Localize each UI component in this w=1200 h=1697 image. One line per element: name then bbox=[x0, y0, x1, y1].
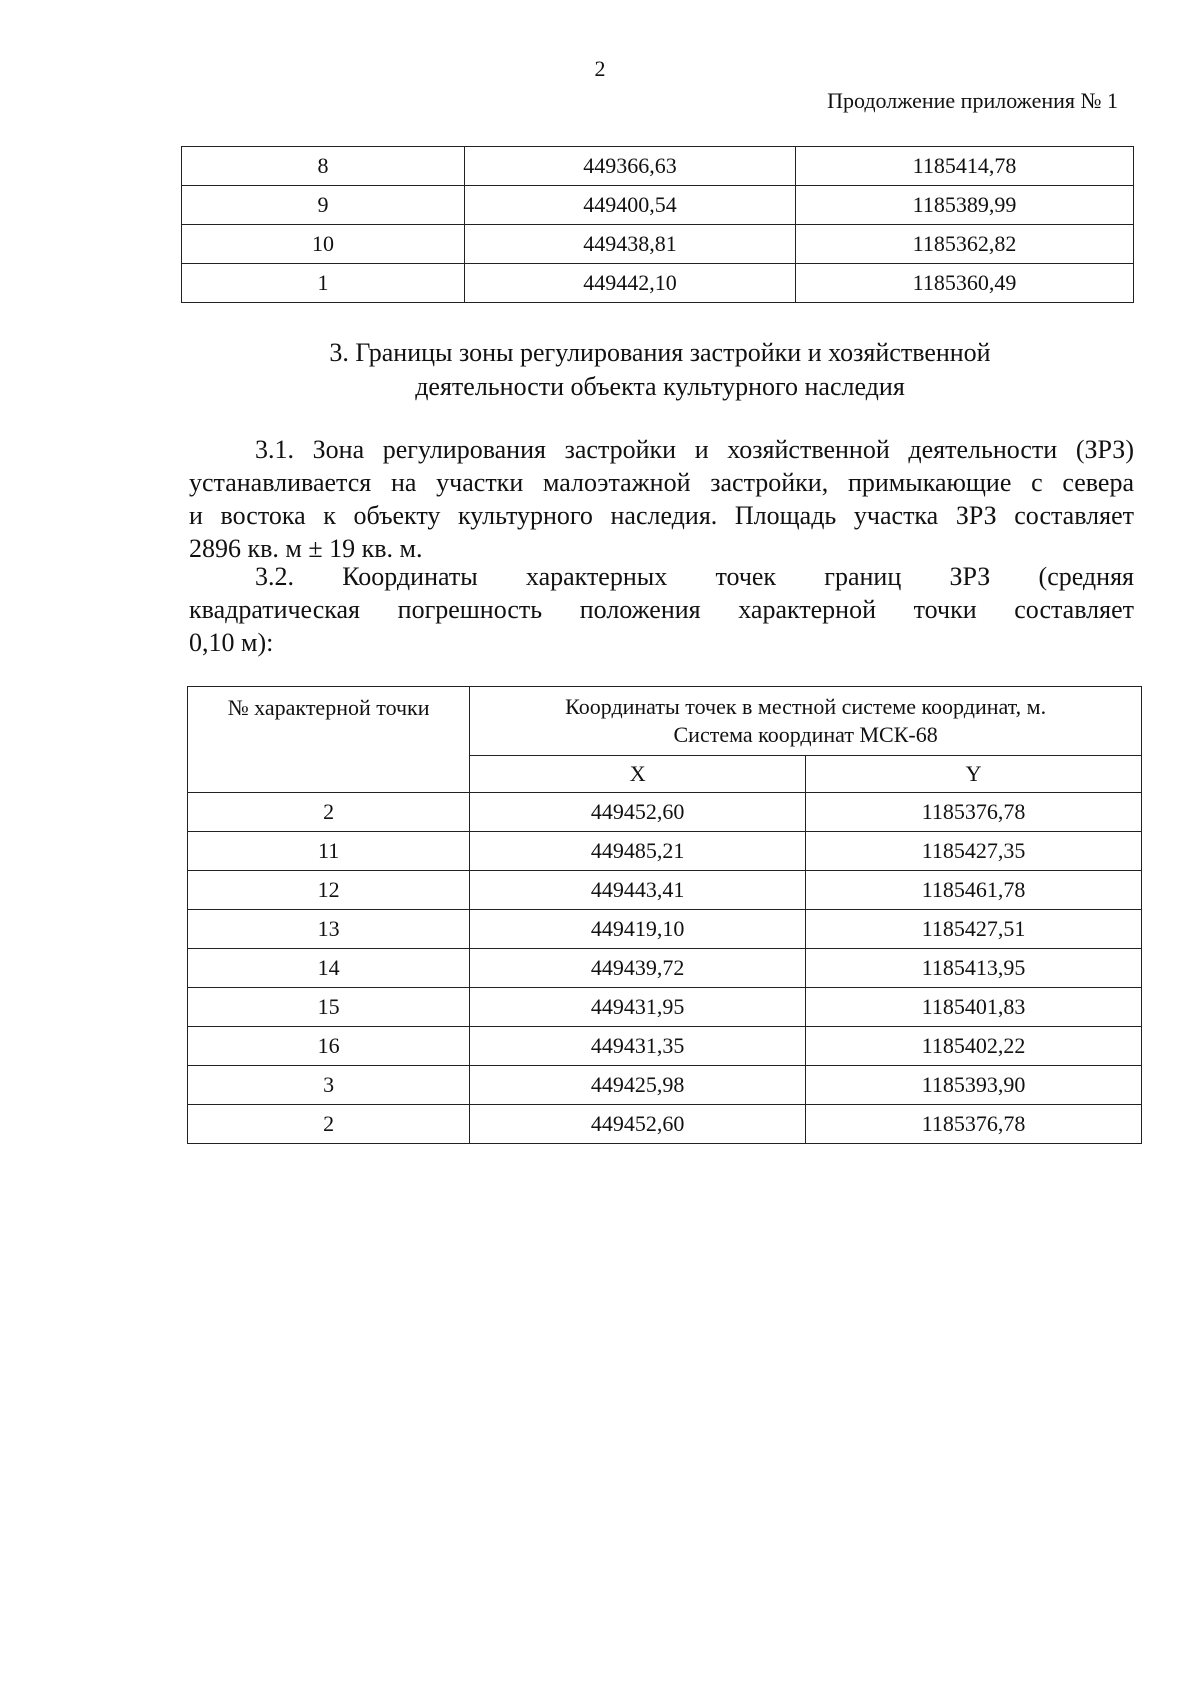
cell-y: 1185360,49 bbox=[796, 264, 1134, 303]
paragraph-line: устанавливается на участки малоэтажной застройки, примыкающие с севера bbox=[189, 468, 1134, 497]
cell-y: 1185461,78 bbox=[806, 871, 1142, 910]
cell-y: 1185376,78 bbox=[806, 1105, 1142, 1144]
paragraph-line: квадратическая погрешность положения характерной точки составляет bbox=[189, 595, 1134, 624]
paragraph-3-1 bbox=[189, 433, 1134, 565]
cell-point: 2 bbox=[188, 793, 470, 832]
cell-x: 449431,35 bbox=[470, 1027, 806, 1066]
cell-x: 449400,54 bbox=[465, 186, 796, 225]
cell-x: 449425,98 bbox=[470, 1066, 806, 1105]
cell-point: 12 bbox=[188, 871, 470, 910]
header-y: Y bbox=[806, 756, 1142, 793]
paragraph-line: и востока к объекту культурного наследия. Площадь участка ЗРЗ составляет bbox=[189, 501, 1134, 530]
cell-point: 11 bbox=[188, 832, 470, 871]
table-row bbox=[188, 832, 1142, 871]
continuation-label: Продолжение приложения № 1 bbox=[827, 88, 1118, 113]
paragraph-line: 0,10 м): bbox=[189, 628, 274, 657]
table-row bbox=[188, 871, 1142, 910]
paragraph-line: 2896 кв. м ± 19 кв. м. bbox=[189, 534, 423, 563]
paragraph-3-2 bbox=[189, 560, 1134, 659]
table-row bbox=[188, 1105, 1142, 1144]
table-row bbox=[188, 949, 1142, 988]
table-row bbox=[188, 1066, 1142, 1105]
header-point-number: № характерной точки bbox=[188, 687, 470, 793]
cell-y: 1185414,78 bbox=[796, 147, 1134, 186]
paragraph-line: 3.2. Координаты характерных точек границ ЗРЗ (средняя bbox=[255, 562, 1134, 591]
cell-y: 1185427,35 bbox=[806, 832, 1142, 871]
table-row bbox=[182, 147, 1134, 186]
table-row bbox=[188, 988, 1142, 1027]
cell-point: 14 bbox=[188, 949, 470, 988]
cell-x: 449452,60 bbox=[470, 1105, 806, 1144]
section-3-heading bbox=[200, 336, 1120, 404]
cell-y: 1185393,90 bbox=[806, 1066, 1142, 1105]
cell-y: 1185362,82 bbox=[796, 225, 1134, 264]
cell-point: 2 bbox=[188, 1105, 470, 1144]
header-coordinates-line: Координаты точек в местной системе координат, м. bbox=[565, 694, 1047, 719]
cell-x: 449419,10 bbox=[470, 910, 806, 949]
cell-point: 3 bbox=[188, 1066, 470, 1105]
cell-y: 1185402,22 bbox=[806, 1027, 1142, 1066]
cell-point: 10 bbox=[182, 225, 465, 264]
section-heading-line: 3. Границы зоны регулирования застройки и хозяйственной bbox=[329, 338, 991, 367]
cell-x: 449485,21 bbox=[470, 832, 806, 871]
table-row bbox=[182, 225, 1134, 264]
table-row bbox=[182, 186, 1134, 225]
cell-y: 1185389,99 bbox=[796, 186, 1134, 225]
header-coordinates-line: Система координат МСК-68 bbox=[673, 722, 938, 747]
cell-x: 449443,41 bbox=[470, 871, 806, 910]
table-row bbox=[188, 1027, 1142, 1066]
cell-x: 449439,72 bbox=[470, 949, 806, 988]
cell-point: 13 bbox=[188, 910, 470, 949]
cell-point: 8 bbox=[182, 147, 465, 186]
cell-x: 449431,95 bbox=[470, 988, 806, 1027]
table-row bbox=[188, 793, 1142, 832]
cell-point: 15 bbox=[188, 988, 470, 1027]
zrz-coordinates-table bbox=[187, 686, 1142, 1144]
paragraph-line: 3.1. Зона регулирования застройки и хозяйственной деятельности (ЗРЗ) bbox=[255, 435, 1134, 464]
cell-x: 449366,63 bbox=[465, 147, 796, 186]
cell-point: 1 bbox=[182, 264, 465, 303]
cell-x: 449442,10 bbox=[465, 264, 796, 303]
cell-x: 449452,60 bbox=[470, 793, 806, 832]
cell-y: 1185376,78 bbox=[806, 793, 1142, 832]
table-row bbox=[182, 264, 1134, 303]
section-heading-line: деятельности объекта культурного наследия bbox=[415, 372, 905, 401]
cell-y: 1185413,95 bbox=[806, 949, 1142, 988]
cell-x: 449438,81 bbox=[465, 225, 796, 264]
cell-point: 16 bbox=[188, 1027, 470, 1066]
cell-y: 1185427,51 bbox=[806, 910, 1142, 949]
page-number: 2 bbox=[594, 56, 606, 81]
header-x: X bbox=[470, 756, 806, 793]
table-row bbox=[188, 910, 1142, 949]
cell-point: 9 bbox=[182, 186, 465, 225]
coordinates-table-continued bbox=[181, 146, 1134, 303]
cell-y: 1185401,83 bbox=[806, 988, 1142, 1027]
header-coordinates bbox=[470, 687, 1142, 756]
